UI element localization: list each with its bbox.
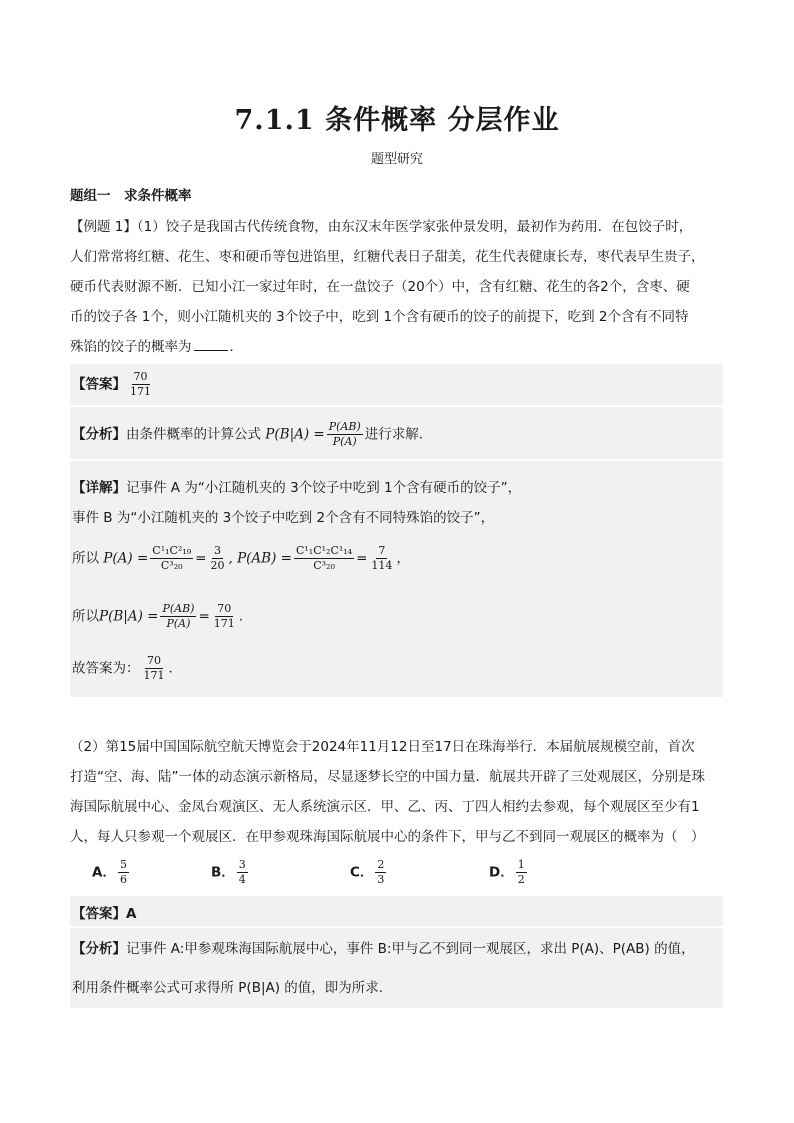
final-tail: ．	[168, 660, 182, 677]
pba-lhs: P(B|A) =	[99, 608, 159, 625]
pa-comb-fraction	[150, 544, 193, 573]
option-den: 6	[119, 873, 127, 886]
group-title: 题组一 求条件概率	[70, 188, 192, 204]
option-label: D．	[489, 864, 514, 881]
answer2-label: 【答案】	[72, 906, 126, 922]
option-d	[489, 858, 529, 887]
answer-fraction	[128, 370, 153, 399]
example1-line: 【例题 1】（1）饺子是我国古代传统食物，由东汉末年医学家张仲景发明，最初作为药用．在包饺子时，	[70, 219, 693, 235]
example1-line-last	[70, 332, 730, 362]
pab-val-den: 114	[371, 559, 393, 572]
example2-line: 人，每人只参观一个观展区．在甲参观珠海国际航展中心的条件下，甲与乙不到同一观展区的概率为（ ）	[70, 829, 705, 845]
answer2-row	[72, 902, 136, 922]
answer2-value: A	[126, 906, 137, 922]
pa-row	[72, 544, 410, 573]
final-fraction	[142, 654, 167, 683]
final-row	[72, 654, 182, 683]
final-num: 70	[147, 654, 161, 667]
option-fraction	[516, 858, 527, 887]
pab-num: C¹₁C¹₂C¹₁₄	[295, 544, 353, 557]
analysis-text-b: 进行求解.	[364, 426, 424, 443]
example1-line: 殊馅的饺子的概率为	[70, 339, 192, 355]
option-b	[211, 858, 250, 887]
option-num: 3	[238, 858, 246, 871]
option-num: 2	[377, 858, 385, 871]
analysis2-label: 【分析】	[72, 941, 126, 957]
option-a	[92, 858, 131, 887]
example2-line: 打造“空、海、陆”一体的动态演示新格局，尽显逐梦长空的中国力量．航展共开辟了三处观展区，分别是珠	[70, 769, 705, 785]
answer-num: 70	[133, 370, 148, 383]
divider	[70, 926, 723, 928]
pba-fraction	[160, 602, 196, 631]
example1-line: 币的饺子各 1个，则小江随机夹的 3个饺子中，吃到 1个含有硬币的饺子的前提下，吃到 2个含有不同特	[70, 309, 689, 325]
pa-value-fraction	[208, 544, 226, 573]
page-subtitle: 题型研究	[370, 152, 423, 167]
example2-answer-box	[70, 896, 723, 1008]
detail-row-2	[72, 506, 494, 526]
example1-question	[70, 212, 730, 362]
answer-blank	[194, 338, 228, 351]
pab-comb-fraction	[294, 544, 354, 573]
divider	[70, 405, 723, 407]
so2-label: 所以	[72, 608, 99, 625]
analysis-text-a: 由条件概率的计算公式	[126, 426, 261, 443]
analysis2-row-2	[72, 976, 383, 996]
pba-row	[72, 602, 243, 631]
example2-line: 海国际航展中心、金凤台观演区、无人系统演示区．甲、乙、丙、丁四人相约去参观，每个观展区至少有1	[70, 799, 700, 815]
detail-label: 【详解】	[72, 480, 126, 496]
option-label: B．	[211, 864, 235, 881]
analysis-row	[72, 420, 423, 449]
divider	[70, 459, 723, 461]
answer-label: 【答案】	[72, 376, 126, 393]
option-c	[350, 858, 388, 887]
pba-den: P(A)	[166, 617, 191, 630]
pa-eq: =	[195, 550, 207, 567]
example1-answer-box	[70, 364, 723, 697]
pa-lhs: P(A) =	[103, 550, 149, 567]
detail-row-1	[72, 476, 521, 496]
detail-line2: 事件 B 为“小江随机夹的 3个饺子中吃到 2个含有不同特殊馅的饺子”，	[72, 510, 495, 526]
pba-eq: =	[198, 608, 210, 625]
pba-value-fraction	[212, 602, 237, 631]
analysis-formula-fraction	[327, 420, 363, 449]
option-den: 2	[517, 873, 525, 886]
answer-den: 171	[130, 385, 151, 398]
pab-eq: =	[356, 550, 368, 567]
analysis-label: 【分析】	[72, 426, 126, 443]
analysis2-line2: 利用条件概率公式可求得所 P(B|A) 的值，即为所求.	[72, 980, 384, 996]
pba-val-num: 70	[217, 602, 232, 615]
pa-den: C³₂₀	[160, 559, 183, 572]
option-label: C．	[350, 864, 374, 881]
analysis2-row-1	[72, 937, 695, 957]
option-num: 1	[517, 858, 525, 871]
pba-num: P(AB)	[162, 602, 195, 615]
pa-val-num: 3	[213, 544, 221, 557]
pab-value-fraction	[369, 544, 394, 573]
pba-val-den: 171	[213, 617, 235, 630]
option-den: 4	[238, 873, 246, 886]
example2-line: （2）第15届中国国际航空航天博览会于2024年11月12日至17日在珠海举行．本届航展规模空前，首次	[70, 739, 695, 755]
example1-line: 人们常常将红糖、花生、枣和硬币等包进馅里，红糖代表日子甜美，花生代表健康长寿，枣代表早生贵子，	[70, 249, 705, 265]
option-den: 3	[377, 873, 385, 886]
answer-row	[72, 370, 155, 399]
option-fraction	[118, 858, 129, 887]
final-label: 故答案为：	[72, 660, 140, 677]
option-fraction	[375, 858, 386, 887]
example2-question	[70, 732, 730, 852]
analysis2-line1: 记事件 A:甲参观珠海国际航展中心，事件 B:甲与乙不到同一观展区，求出 P(A)、P(AB) 的值，	[126, 941, 695, 957]
option-fraction	[237, 858, 248, 887]
analysis-formula-lhs: P(B|A) =	[265, 426, 325, 443]
analysis-formula-num: P(AB)	[328, 420, 361, 433]
so-label: 所以	[72, 550, 99, 567]
pab-den: C³₂₀	[313, 559, 335, 572]
analysis-formula-den: P(A)	[332, 435, 357, 448]
end-mark: ．	[229, 339, 243, 355]
final-den: 171	[143, 669, 165, 682]
page-title: 7.1.1 条件概率 分层作业	[234, 105, 560, 136]
pba-tail: .	[238, 608, 244, 625]
option-label: A．	[92, 864, 116, 881]
example1-line: 硬币代表财源不断．已知小江一家过年时，在一盘饺子（20个）中，含有红糖、花生的各2个，含枣、硬	[70, 279, 690, 295]
pab-lhs: , P(AB) =	[228, 550, 292, 567]
detail-line1: 记事件 A 为“小江随机夹的 3个饺子中吃到 1个含有硬币的饺子”，	[126, 480, 522, 496]
pab-tail: ，	[396, 550, 410, 567]
pa-num: C¹₁C²₁₉	[152, 544, 192, 557]
option-num: 5	[119, 858, 127, 871]
pa-val-den: 20	[210, 559, 225, 572]
pab-val-num: 7	[378, 544, 386, 557]
